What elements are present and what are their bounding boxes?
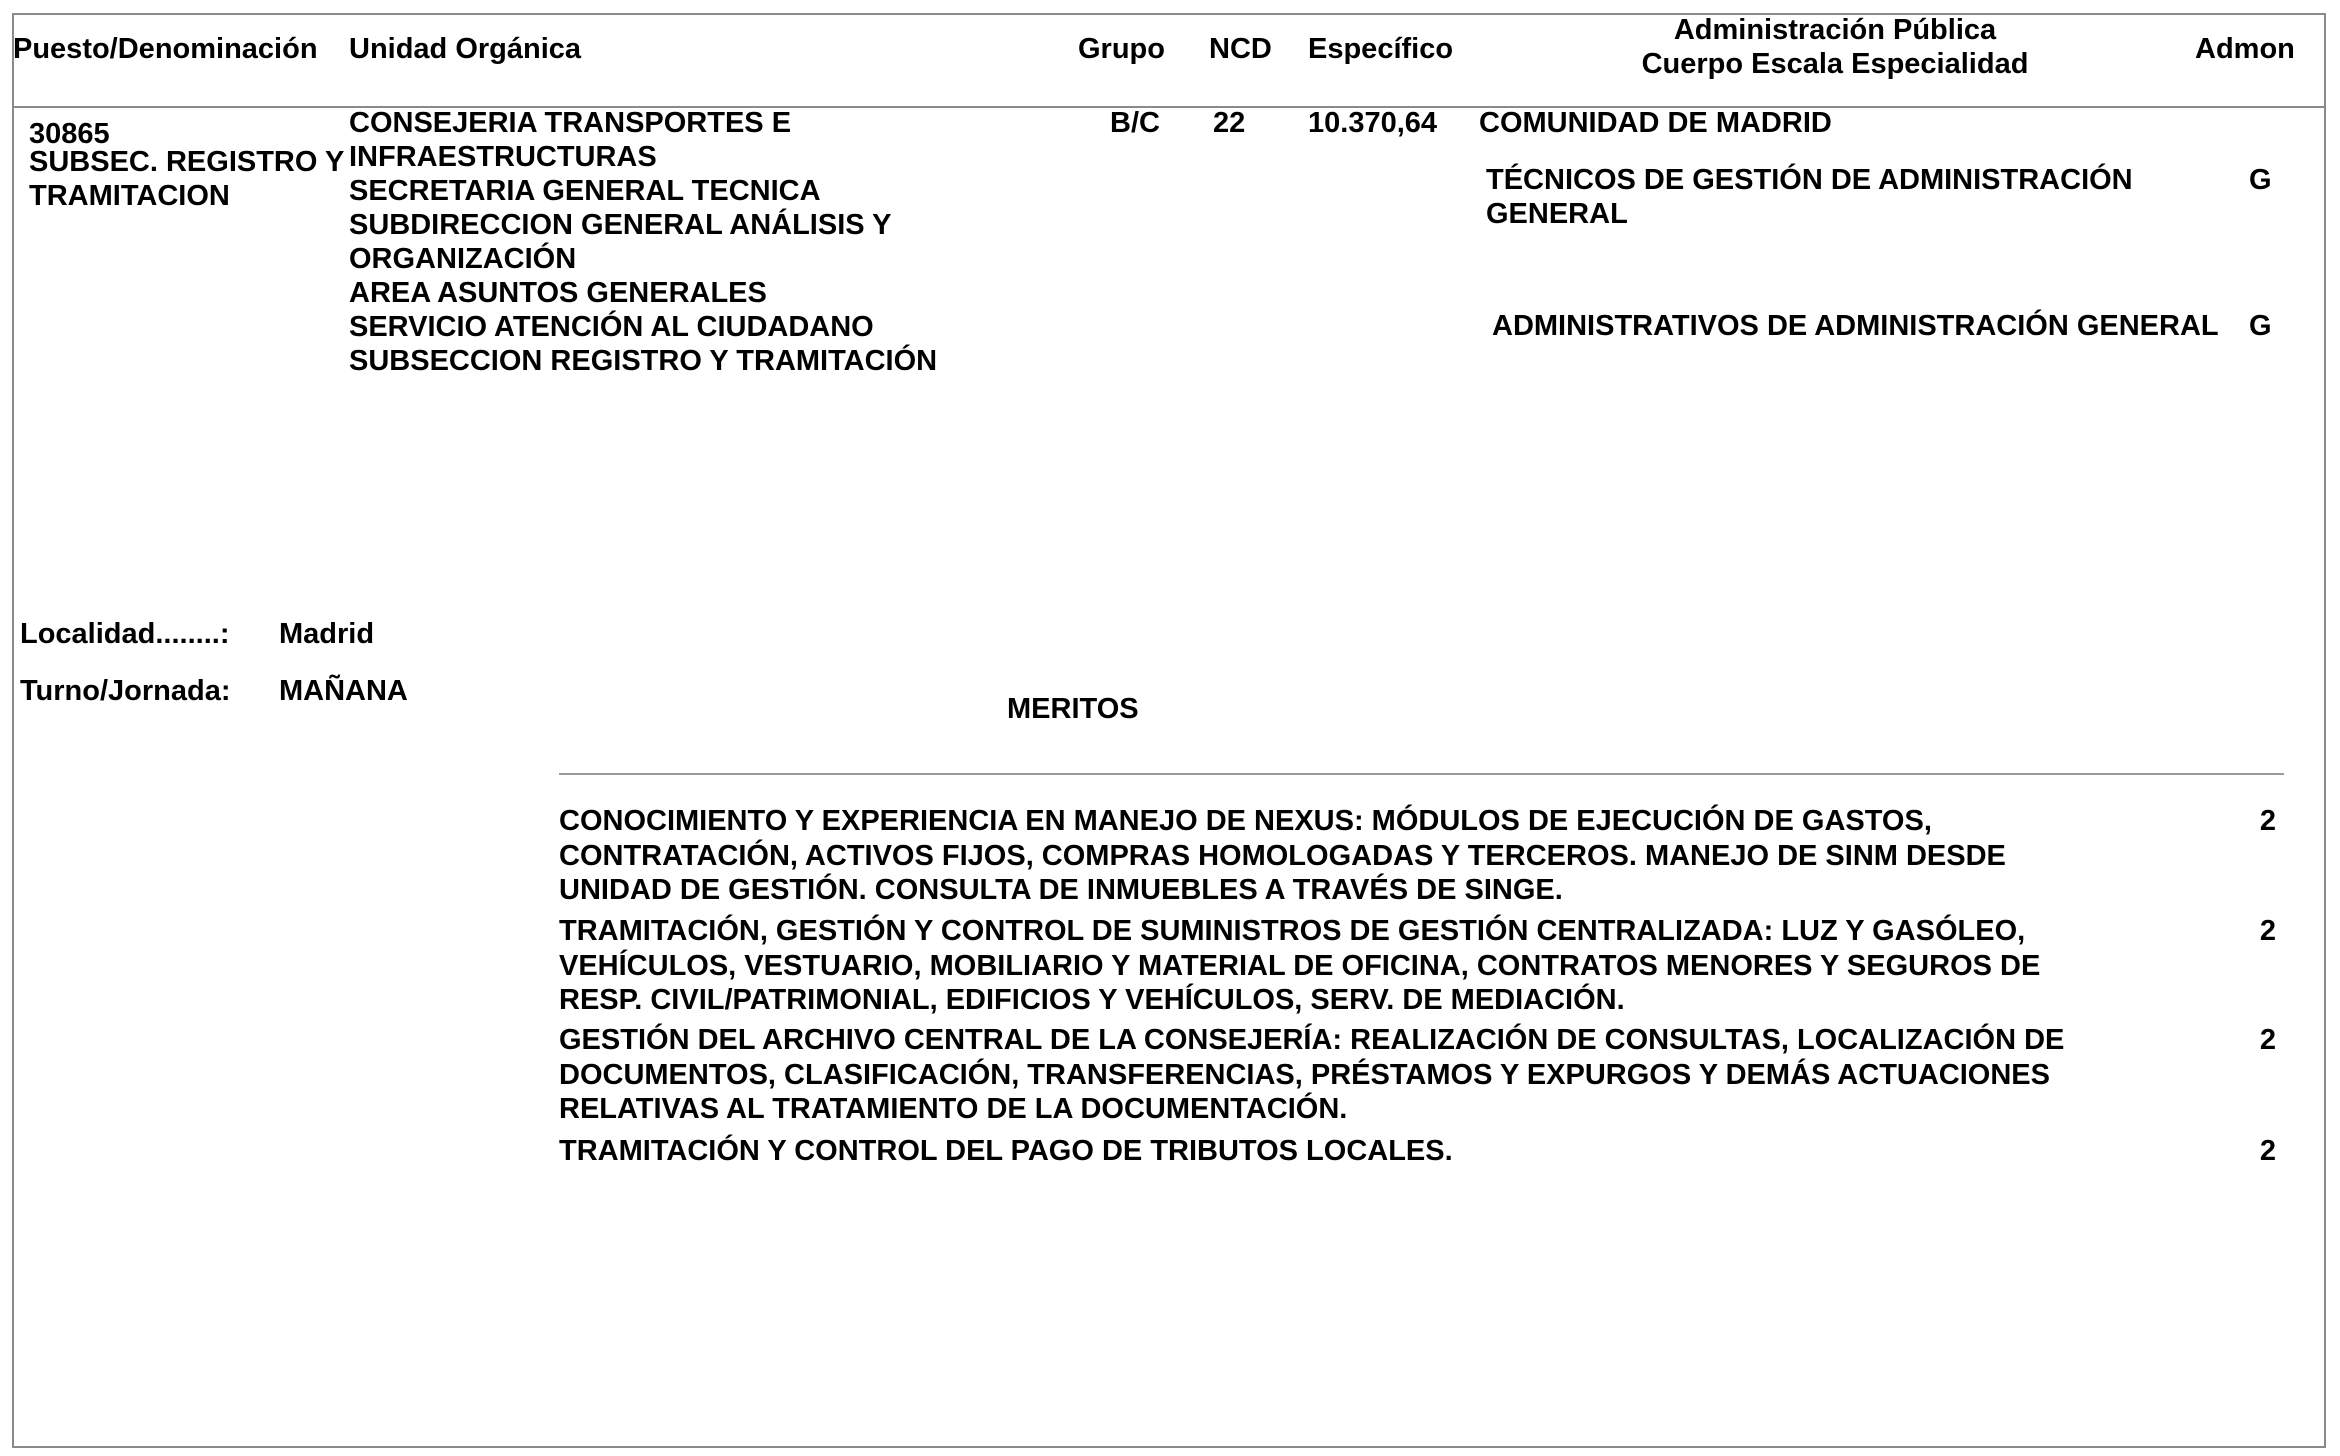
localidad-label: Localidad........:: [20, 618, 230, 650]
turno-value: MAÑANA: [279, 675, 408, 707]
puesto-denominacion-line1: SUBSEC. REGISTRO Y: [29, 146, 345, 178]
header-puesto: Puesto/Denominación: [13, 33, 318, 65]
merito-1: CONOCIMIENTO Y EXPERIENCIA EN MANEJO DE NEXUS: MÓDULOS DE EJECUCIÓN DE GASTOS, CONTRATACIÓN, ACTIVOS FIJOS, COMPRAS HOMOLOGADAS Y TERCEROS. MANEJO DE SINM DESDE UNIDAD DE GESTIÓN. CONSULTA DE INMUEBLES A TRAVÉS DE SINGE.: [559, 805, 2006, 906]
header-cuerpo-escala: Cuerpo Escala Especialidad: [1641, 48, 2029, 80]
header-ncd: NCD: [1209, 33, 1272, 65]
header-admin-publica: Administración Pública: [1673, 14, 1997, 46]
header-grupo: Grupo: [1078, 33, 1165, 65]
unidad-line: SECRETARIA GENERAL TECNICA: [349, 175, 821, 207]
grupo-value: B/C: [1110, 107, 1160, 139]
localidad-value: Madrid: [279, 618, 375, 650]
administracion-value: COMUNIDAD DE MADRID: [1479, 107, 1832, 139]
meritos-divider: [559, 773, 2284, 775]
ncd-value: 22: [1213, 107, 1246, 139]
header-especifico: Específico: [1308, 33, 1454, 65]
especifico-value: 10.370,64: [1308, 107, 1438, 139]
turno-label: Turno/Jornada:: [20, 675, 231, 707]
cuerpo-2-admon: G: [2249, 310, 2272, 342]
cuerpo-1-admon: G: [2249, 164, 2272, 196]
header-admon: Admon: [2195, 33, 2295, 65]
merito-2: TRAMITACIÓN, GESTIÓN Y CONTROL DE SUMINISTROS DE GESTIÓN CENTRALIZADA: LUZ Y GASÓLEO, VEHÍCULOS, VESTUARIO, MOBILIARIO Y MATERIAL DE OFICINA, CONTRATOS MENORES Y SEGUROS DE RESP. CIVIL/PATRIMONIAL, EDIFICIOS Y VEHÍCULOS, SERV. DE MEDIACIÓN.: [559, 915, 2041, 1016]
cuerpo-1-line1: TÉCNICOS DE GESTIÓN DE ADMINISTRACIÓN: [1486, 164, 2133, 196]
unidad-line: INFRAESTRUCTURAS: [349, 141, 657, 173]
merito-2-puntos: 2: [2259, 915, 2277, 947]
merito-3-puntos: 2: [2259, 1024, 2277, 1056]
merito-4-puntos: 2: [2259, 1135, 2277, 1167]
unidad-line: SERVICIO ATENCIÓN AL CIUDADANO: [349, 311, 874, 343]
merito-3: GESTIÓN DEL ARCHIVO CENTRAL DE LA CONSEJERÍA: REALIZACIÓN DE CONSULTAS, LOCALIZACIÓN DE DOCUMENTOS, CLASIFICACIÓN, TRANSFERENCIAS, PRÉSTAMOS Y EXPURGOS Y DEMÁS ACTUACIONES RELATIVAS AL TRATAMIENTO DE LA DOCUMENTACIÓN.: [559, 1024, 2065, 1125]
merito-4: TRAMITACIÓN Y CONTROL DEL PAGO DE TRIBUTOS LOCALES.: [559, 1135, 1453, 1167]
puesto-denominacion-line2: TRAMITACION: [29, 180, 230, 212]
cuerpo-2-line1: ADMINISTRATIVOS DE ADMINISTRACIÓN GENERAL: [1492, 310, 2219, 342]
unidad-line: CONSEJERIA TRANSPORTES E: [349, 107, 792, 139]
unidad-line: SUBDIRECCION GENERAL ANÁLISIS Y: [349, 209, 892, 241]
meritos-title: MERITOS: [1007, 693, 1139, 725]
puesto-codigo: 30865: [29, 118, 110, 150]
unidad-line: AREA ASUNTOS GENERALES: [349, 277, 767, 309]
unidad-organica: [349, 106, 937, 378]
unidad-line: SUBSECCION REGISTRO Y TRAMITACIÓN: [349, 345, 938, 377]
cuerpo-1-line2: GENERAL: [1486, 198, 1628, 230]
unidad-line: ORGANIZACIÓN: [349, 243, 577, 275]
header-unidad: Unidad Orgánica: [349, 33, 582, 65]
merito-1-puntos: 2: [2259, 805, 2277, 837]
